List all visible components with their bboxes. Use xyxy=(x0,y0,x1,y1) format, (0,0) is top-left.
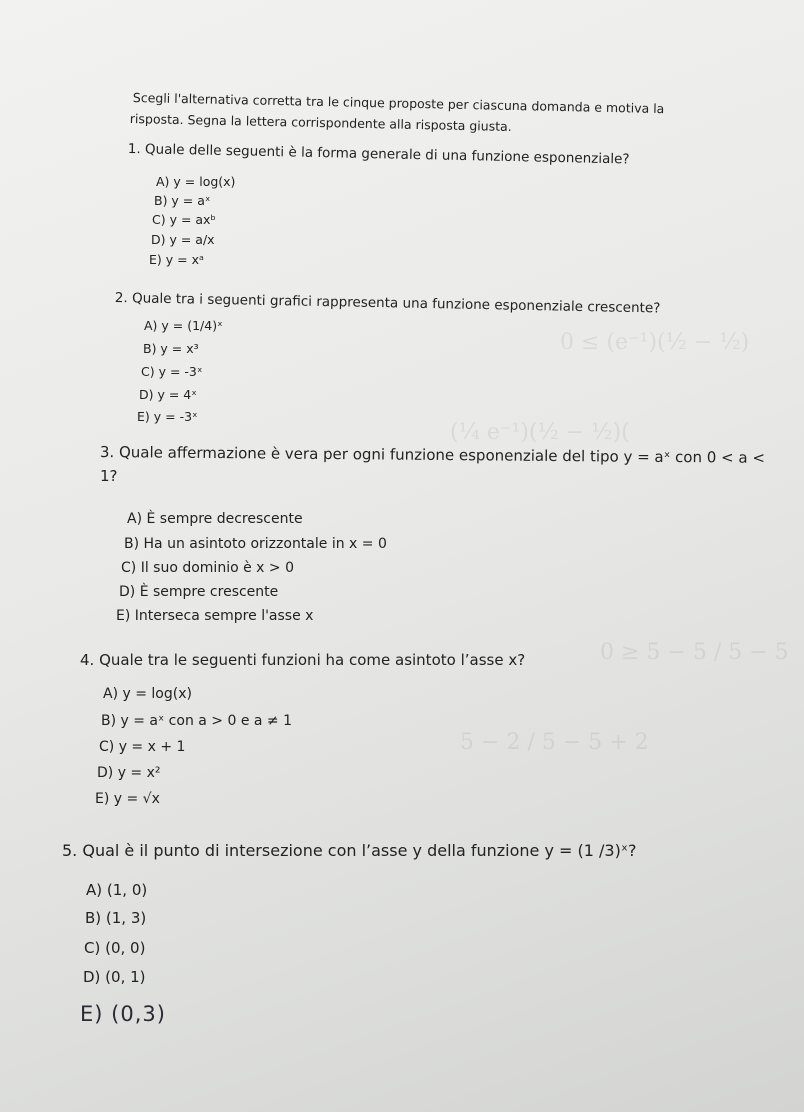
q4-option-b[interactable]: B) y = aˣ con a > 0 e a ≠ 1 xyxy=(101,713,293,729)
q3-option-e[interactable]: E) Interseca sempre l'asse x xyxy=(116,608,314,624)
q1-option-e[interactable]: E) y = xᵃ xyxy=(149,252,204,267)
intro-line-1: Scegli l'alternativa corretta tra le cinque proposte per ciascuna domanda e motiva la xyxy=(132,90,665,117)
q4-option-d[interactable]: D) y = x² xyxy=(97,765,161,781)
q5-option-c[interactable]: C) (0, 0) xyxy=(84,939,146,957)
q4-option-a[interactable]: A) y = log(x) xyxy=(103,686,192,702)
q2-option-b[interactable]: B) y = x³ xyxy=(143,341,199,356)
question-3-line-2: 1? xyxy=(100,467,118,485)
q1-option-b[interactable]: B) y = aˣ xyxy=(154,193,211,208)
q4-option-c[interactable]: C) y = x + 1 xyxy=(99,739,186,755)
bleed-through-text: (¼ e⁻¹)(½ − ½)( xyxy=(450,420,630,445)
q2-option-a[interactable]: A) y = (1/4)ˣ xyxy=(144,318,223,333)
question-1: 1. Quale delle seguenti è la forma generale di una funzione esponenziale? xyxy=(127,141,630,168)
bleed-through-text: 0 ≥ 5 − 5 / 5 − 5 xyxy=(600,640,789,665)
q1-option-a[interactable]: A) y = log(x) xyxy=(156,174,236,189)
intro-line-2: risposta. Segna la lettera corrispondente alla risposta giusta. xyxy=(129,111,512,134)
q4-option-e[interactable]: E) y = √x xyxy=(95,791,160,807)
question-5: 5. Qual è il punto di intersezione con l’asse y della funzione y = (1 /3)ˣ? xyxy=(62,841,637,860)
q3-option-a[interactable]: A) È sempre decrescente xyxy=(127,511,303,527)
bleed-through-text: 0 ≤ (e⁻¹)(½ − ½) xyxy=(560,330,750,355)
q2-option-d[interactable]: D) y = 4ˣ xyxy=(139,387,197,402)
q5-option-d[interactable]: D) (0, 1) xyxy=(83,968,146,986)
q1-option-d[interactable]: D) y = a/x xyxy=(151,232,215,247)
question-3-line-1: 3. Quale affermazione è vera per ogni funzione esponenziale del tipo y = aˣ con 0 < a < xyxy=(99,443,766,467)
q3-option-c[interactable]: C) Il suo dominio è x > 0 xyxy=(121,560,294,576)
q5-option-b[interactable]: B) (1, 3) xyxy=(85,909,147,927)
bleed-through-text: 5 − 2 / 5 − 5 + 2 xyxy=(460,730,649,755)
q2-option-e[interactable]: E) y = -3ˣ xyxy=(137,409,198,424)
q5-option-a[interactable]: A) (1, 0) xyxy=(86,881,148,899)
q3-option-d[interactable]: D) È sempre crescente xyxy=(119,584,279,600)
question-4: 4. Quale tra le seguenti funzioni ha come asintoto l’asse x? xyxy=(80,651,526,669)
q2-option-c[interactable]: C) y = -3ˣ xyxy=(141,364,203,379)
q5-option-e-handwritten: E) (0,3) xyxy=(80,1002,166,1026)
question-2: 2. Quale tra i seguenti grafici rappresenta una funzione esponenziale crescente? xyxy=(114,290,661,317)
q1-option-c[interactable]: C) y = axᵇ xyxy=(152,212,216,227)
q3-option-b[interactable]: B) Ha un asintoto orizzontale in x = 0 xyxy=(124,536,387,552)
